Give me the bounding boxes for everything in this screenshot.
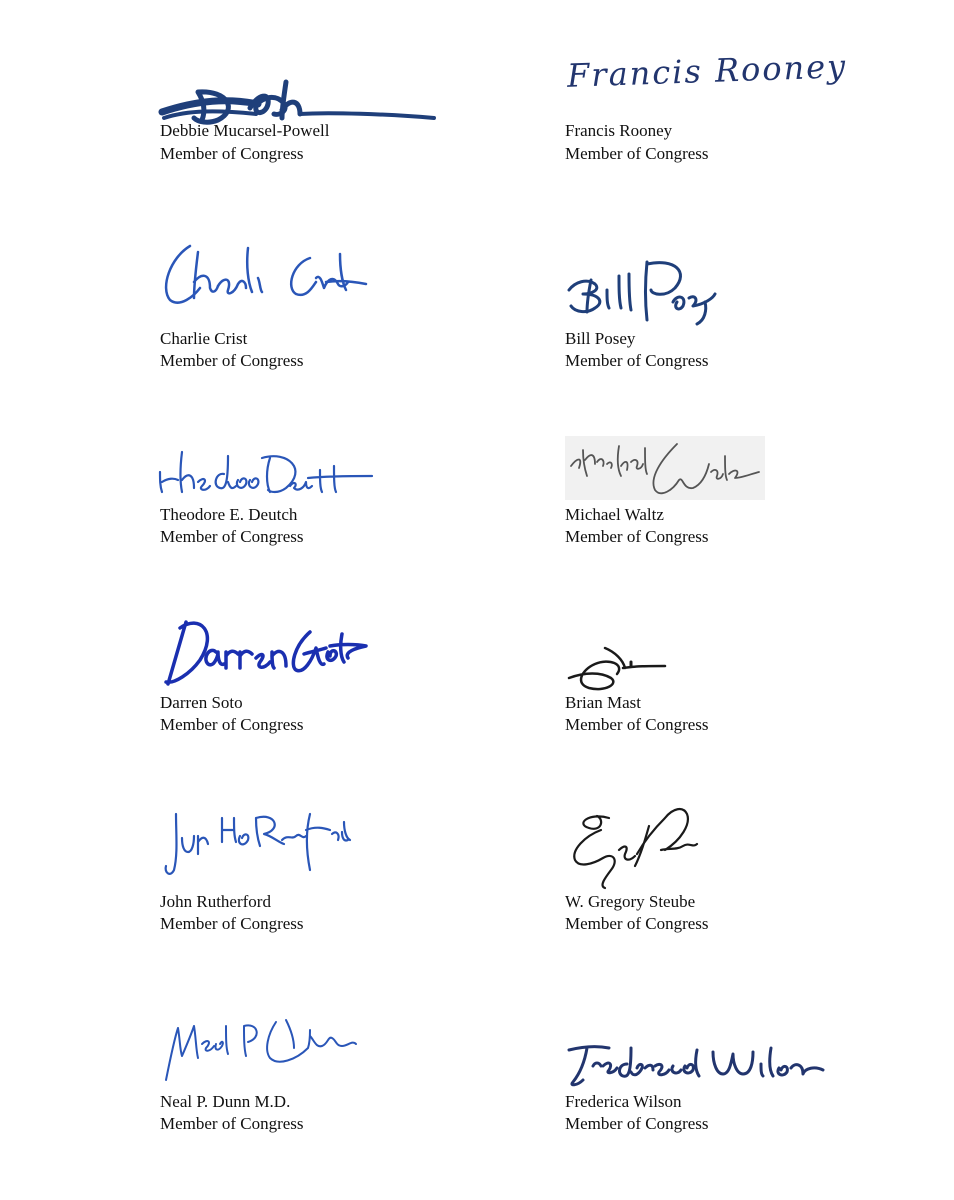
handwritten-signature [160, 612, 375, 692]
signer-title: Member of Congress [565, 914, 709, 933]
signer-name: Brian Mast [565, 693, 642, 712]
signer-title: Member of Congress [565, 715, 709, 734]
signer-name: Frederica Wilson [565, 1092, 682, 1111]
signature-block-soto [160, 612, 490, 740]
signer-title: Member of Congress [565, 527, 709, 546]
signature-block-rutherford [160, 800, 490, 938]
signer-title: Member of Congress [160, 715, 304, 734]
signature-block-mast [565, 640, 895, 740]
signer-title: Member of Congress [160, 527, 304, 546]
handwritten-signature [565, 436, 765, 500]
signer-name: Bill Posey [565, 329, 636, 348]
signer-name: Charlie Crist [160, 329, 248, 348]
signer-name: Neal P. Dunn M.D. [160, 1092, 291, 1111]
handwritten-signature [565, 1040, 830, 1090]
signature-block-steube [565, 800, 895, 938]
signer-name: Debbie Mucarsel-Powell [160, 121, 330, 140]
handwritten-signature [160, 238, 375, 313]
signature-block-posey [565, 254, 895, 376]
signer-title: Member of Congress [160, 144, 304, 163]
signer-title: Member of Congress [160, 351, 304, 370]
handwritten-signature [160, 1004, 370, 1084]
signer-title: Member of Congress [160, 1114, 304, 1133]
signer-title: Member of Congress [565, 351, 709, 370]
signer-name: Darren Soto [160, 693, 243, 712]
signer-name: John Rutherford [160, 892, 271, 911]
signer-title: Member of Congress [160, 914, 304, 933]
signature-block-dunn [160, 1004, 490, 1138]
signature-block-rooney [565, 40, 895, 170]
signature-block-mucarsel-powell [160, 60, 490, 170]
signer-name: Theodore E. Deutch [160, 505, 298, 524]
signature-block-crist [160, 236, 490, 376]
handwritten-signature [565, 642, 675, 692]
handwritten-signature: Francis Rooney [566, 47, 848, 95]
signer-name: W. Gregory Steube [565, 892, 696, 911]
signature-block-waltz [565, 436, 895, 552]
signer-name: Francis Rooney [565, 121, 673, 140]
handwritten-signature [565, 254, 725, 326]
signature-block-wilson [565, 1040, 895, 1138]
handwritten-signature [158, 442, 378, 498]
signer-title: Member of Congress [565, 1114, 709, 1133]
handwritten-signature [565, 800, 705, 890]
signer-name: Michael Waltz [565, 505, 664, 524]
signer-title: Member of Congress [565, 144, 709, 163]
handwritten-signature [160, 800, 360, 880]
signature-block-deutch [160, 440, 490, 552]
